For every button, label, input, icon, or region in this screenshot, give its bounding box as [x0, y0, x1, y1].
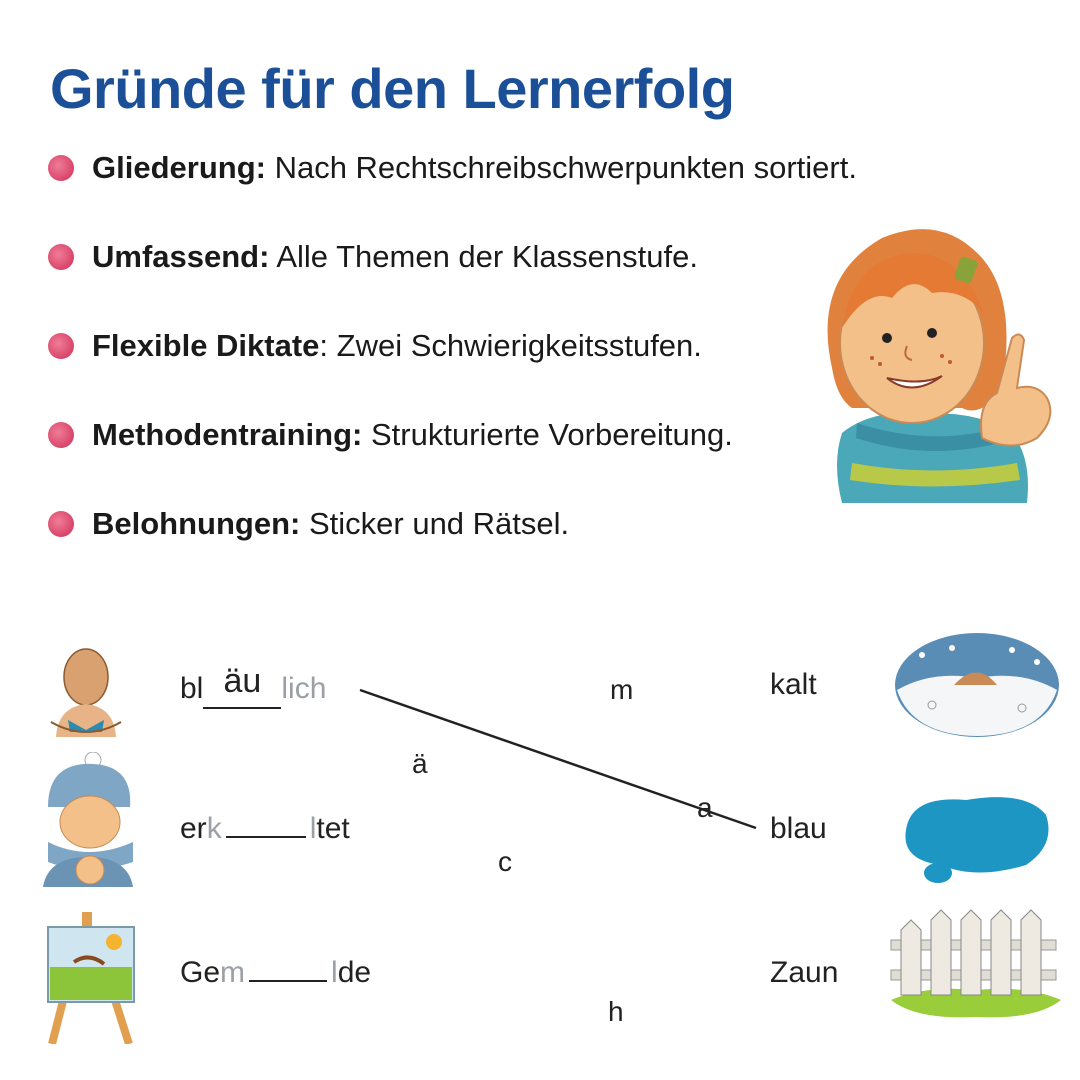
letter-option: m [610, 674, 634, 705]
match-word: Zaun [770, 956, 839, 989]
letter-option: ä [412, 748, 428, 779]
word-with-gap: Gem lde [180, 956, 372, 989]
reason-text: Nach Rechtschreibschwerpunkten sortiert. [265, 150, 857, 185]
letter-option: c [498, 846, 512, 877]
reason-text: Sticker und Rätsel. [300, 506, 570, 541]
reason-text: Strukturierte Vorbereitung. [362, 417, 733, 452]
reason-text: : Zwei Schwierigkeitsstufen. [319, 328, 702, 363]
word-with-gap: bl äu lich [180, 668, 326, 709]
letter-option: a [697, 792, 713, 823]
reason-term: Gliederung: [92, 150, 266, 185]
reason-term: Flexible Diktate [92, 328, 320, 363]
page-title: Gründe für den Lernerfolg [50, 57, 735, 120]
word-with-gap: erk ltet [180, 812, 350, 845]
reason-term: Belohnungen: [92, 506, 301, 541]
match-word: blau [770, 812, 827, 845]
reason-text: Alle Themen der Klassenstufe. [269, 239, 698, 274]
letter-option: h [608, 996, 624, 1027]
filled-letters: äu [223, 662, 262, 700]
reason-term: Umfassend: [92, 239, 270, 274]
reason-term: Methodentraining: [92, 417, 363, 452]
match-word: kalt [770, 668, 817, 701]
